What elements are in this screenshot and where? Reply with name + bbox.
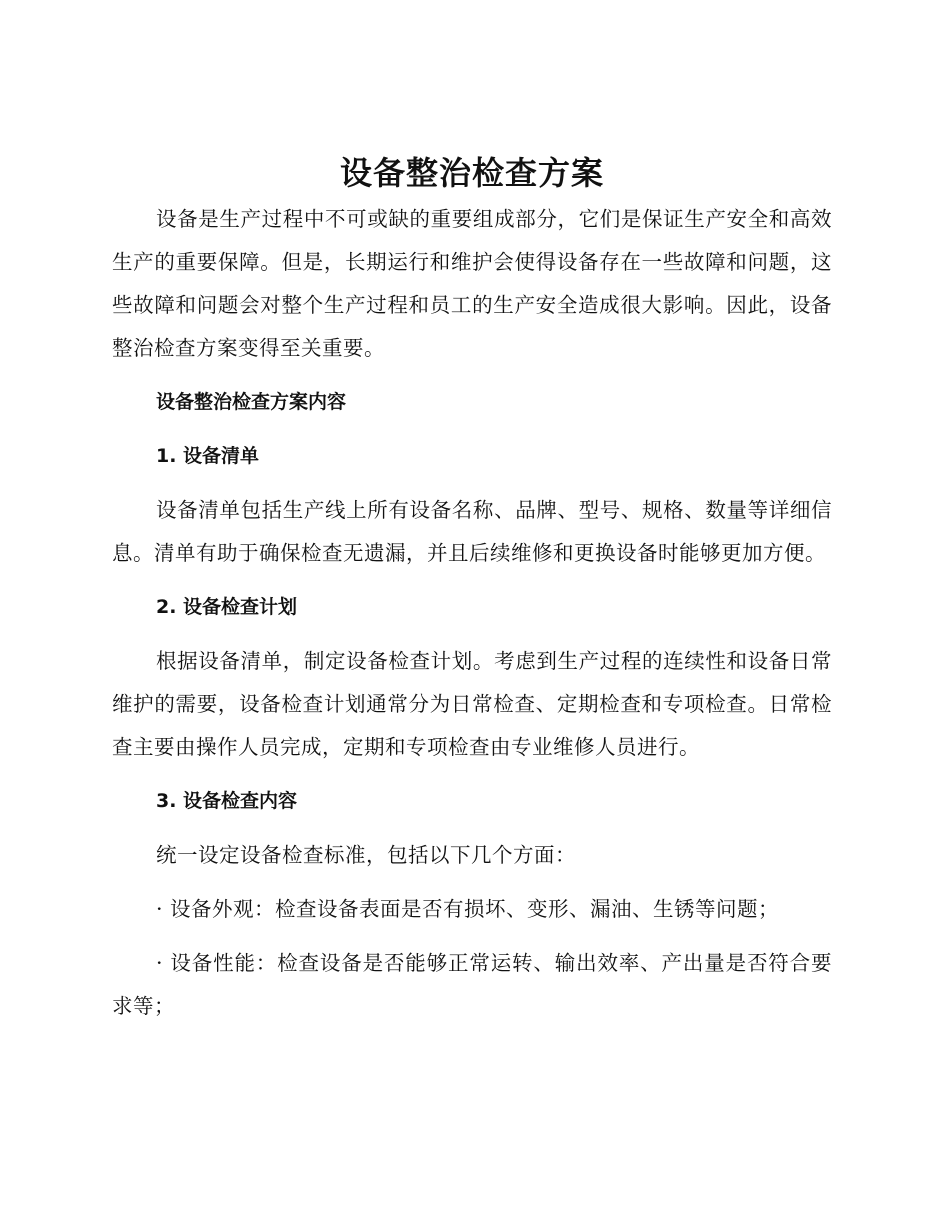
section-3-body: 统一设定设备检查标准，包括以下几个方面： (156, 843, 576, 867)
bullet-item-performance: · 设备性能：检查设备是否能够正常运转、输出效率、产出量是否符合要求等； (112, 951, 832, 1018)
intro-paragraph: 设备是生产过程中不可或缺的重要组成部分，它们是保证生产安全和高效生产的重要保障。但是，长期运行和维护会使得设备存在一些故障和问题，这些故障和问题会对整个生产过程和员工的生产安全造成很大影响。因此，设备整治检查方案变得至关重要。 (112, 207, 832, 360)
section-1-body: 设备清单包括生产线上所有设备名称、品牌、型号、规格、数量等详细信息。清单有助于确保检查无遗漏，并且后续维修和更换设备时能够更加方便。 (112, 498, 832, 565)
section-1-heading: 1. 设备清单 (156, 445, 260, 467)
section-heading: 设备整治检查方案内容 (156, 391, 347, 413)
section-2-body: 根据设备清单，制定设备检查计划。考虑到生产过程的连续性和设备日常维护的需要，设备检查计划通常分为日常检查、定期检查和专项检查。日常检查主要由操作人员完成，定期和专项检查由专业维修人员进行。 (112, 649, 832, 759)
section-3-heading: 3. 设备检查内容 (156, 790, 298, 812)
document-page (112, 148, 832, 1028)
section-2-heading: 2. 设备检查计划 (156, 596, 298, 618)
bullet-item-appearance: · 设备外观：检查设备表面是否有损坏、变形、漏油、生锈等问题； (156, 897, 780, 921)
document-title: 设备整治检查方案 (339, 154, 604, 192)
